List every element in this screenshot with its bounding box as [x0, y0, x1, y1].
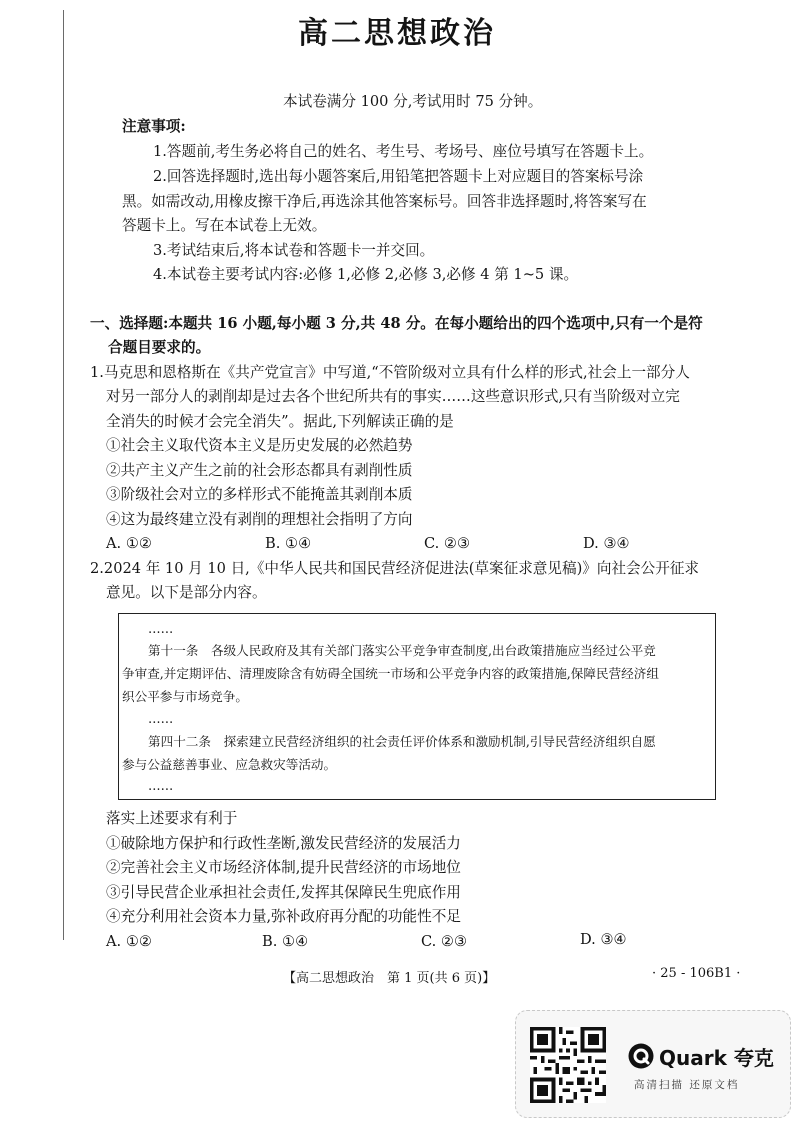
page-footer: 【高二思想政治 第 1 页(共 6 页)】: [283, 971, 496, 986]
q1-option-d[interactable]: D. ③④: [583, 535, 630, 552]
q1-stem: 对另一部分人的剥削却是过去各个世纪所共有的事实……这些意识形式,只有当阶级对立完: [106, 388, 680, 405]
excerpt-line: ……: [148, 621, 174, 636]
excerpt-line: 争审查,并定期评估、清理废除含有妨碍全国统一市场和公平竞争内容的政策措施,保障民营经济组: [122, 666, 659, 681]
q1-statement: ①社会主义取代资本主义是历史发展的必然趋势: [106, 437, 413, 454]
q1-statement: ②共产主义产生之前的社会形态都具有剥削性质: [106, 462, 413, 479]
q2-statement: ④充分利用社会资本力量,弥补政府再分配的功能性不足: [106, 908, 461, 925]
q2-statement: ①破除地方保护和行政性垄断,激发民营经济的发展活力: [106, 835, 461, 852]
notice-line: 答题卡上。写在本试卷上无效。: [122, 217, 327, 234]
q1-statement: ④这为最终建立没有剥削的理想社会指明了方向: [106, 511, 413, 528]
notice-line: 3.考试结束后,将本试卷和答题卡一并交回。: [153, 242, 435, 259]
q2-option-d[interactable]: D. ③④: [580, 931, 627, 948]
excerpt-line: ……: [148, 711, 174, 726]
q1-option-a[interactable]: A. ①②: [106, 535, 152, 552]
q2-statement: ③引导民营企业承担社会责任,发挥其保障民生兜底作用: [106, 884, 461, 901]
q2-option-b[interactable]: B. ①④: [262, 933, 309, 950]
notice-line: 黑。如需改动,用橡皮擦干净后,再选涂其他答案标号。回答非选择题时,将答案写在: [122, 193, 647, 210]
q1-statement: ③阶级社会对立的多样形式不能掩盖其剥削本质: [106, 486, 413, 503]
q1-option-c[interactable]: C. ②③: [424, 535, 471, 552]
exam-code: · 25 - 106B1 ·: [652, 966, 741, 981]
q1-option-b[interactable]: B. ①④: [265, 535, 312, 552]
excerpt-line: 第四十二条 探索建立民营经济组织的社会责任评价体系和激励机制,引导民营经济组织自愿: [148, 734, 656, 749]
q2-option-a[interactable]: A. ①②: [106, 933, 152, 950]
q2-lead: 落实上述要求有利于: [106, 810, 238, 827]
q1-stem: 1.马克思和恩格斯在《共产党宣言》中写道,“不管阶级对立具有什么样的形式,社会上一部分人: [90, 364, 690, 381]
excerpt-line: ……: [148, 778, 174, 793]
section-heading: 合题目要求的。: [108, 339, 211, 356]
notice-line: 1.答题前,考生务必将自己的姓名、考生号、考场号、座位号填写在答题卡上。: [153, 143, 654, 160]
excerpt-line: 参与公益慈善事业、应急救灾等活动。: [122, 757, 337, 772]
q1-stem: 全消失的时候才会完全消失”。据此,下列解读正确的是: [106, 413, 454, 430]
excerpt-line: 第十一条 各级人民政府及其有关部门落实公平竞争审查制度,出台政策措施应当经过公平竞: [148, 643, 656, 658]
excerpt-line: 织公平参与市场竞争。: [122, 689, 248, 704]
quark-brand: Quark 夸克: [659, 1046, 774, 1070]
quark-tagline: 高清扫描 还原文档: [634, 1079, 740, 1091]
q2-stem: 意见。以下是部分内容。: [106, 584, 267, 601]
notice-heading: 注意事项:: [122, 118, 186, 135]
binding-margin-line: [63, 10, 64, 940]
q2-option-c[interactable]: C. ②③: [421, 933, 468, 950]
qr-code-icon[interactable]: [530, 1027, 606, 1103]
page-title: 高二思想政治: [298, 16, 496, 51]
q2-statement: ②完善社会主义市场经济体制,提升民营经济的市场地位: [106, 859, 461, 876]
score-line: 本试卷满分 100 分,考试用时 75 分钟。: [283, 93, 543, 110]
q2-stem: 2.2024 年 10 月 10 日,《中华人民共和国民营经济促进法(草案征求意见稿)》向社会公开征求: [90, 560, 700, 577]
notice-line: 2.回答选择题时,选出每小题答案后,用铅笔把答题卡上对应题目的答案标号涂: [153, 168, 644, 185]
notice-line: 4.本试卷主要考试内容:必修 1,必修 2,必修 3,必修 4 第 1~5 课。: [153, 266, 579, 283]
section-heading: 一、选择题:本题共 16 小题,每小题 3 分,共 48 分。在每小题给出的四个选项中,只有一个是符: [90, 315, 703, 332]
quark-logo-icon: [628, 1043, 654, 1069]
